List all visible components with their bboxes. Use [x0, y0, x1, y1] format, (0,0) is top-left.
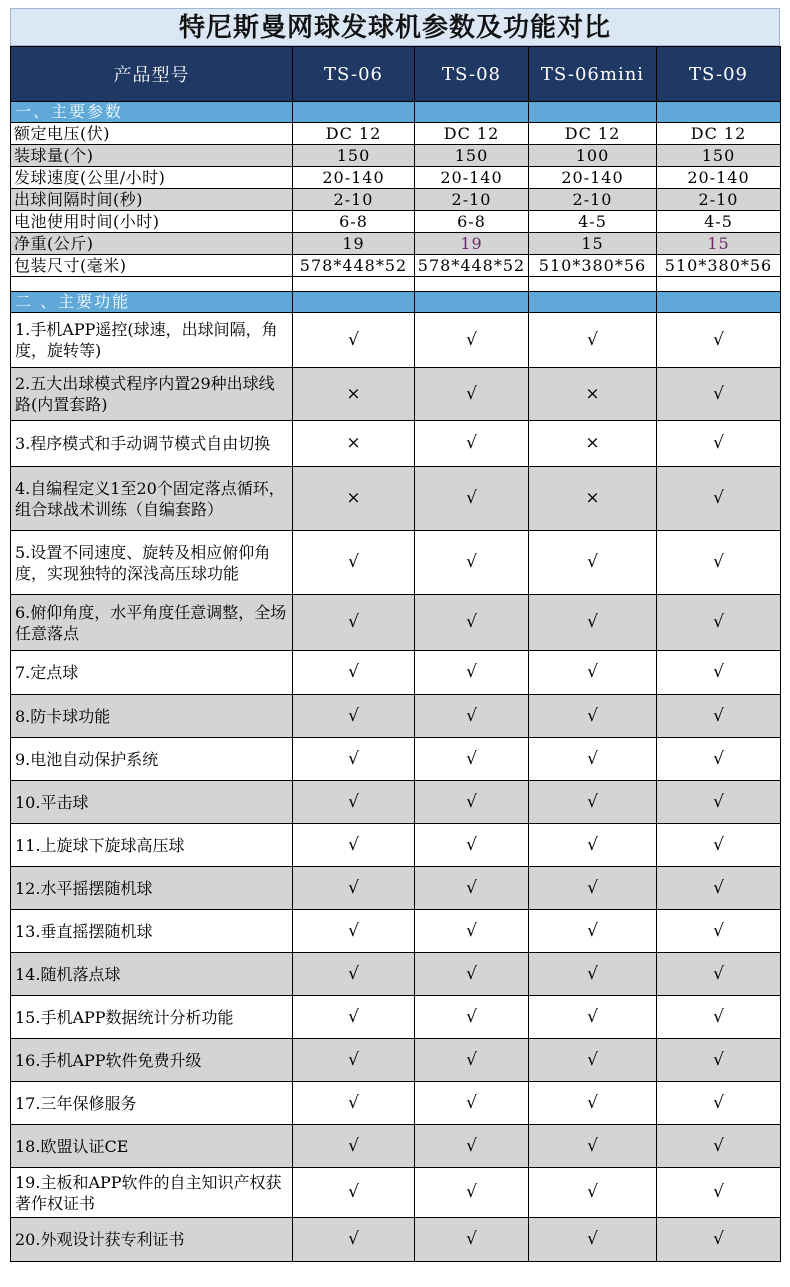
section-cell	[657, 292, 781, 313]
param-label: 装球量(个)	[11, 145, 293, 167]
section-cell	[293, 102, 415, 123]
function-row	[11, 1039, 781, 1082]
check-mark-icon: √	[529, 595, 657, 651]
param-value: 2-10	[415, 189, 529, 211]
function-label: 19.主板和APP软件的自主知识产权获著作权证书	[11, 1168, 293, 1218]
check-mark-icon: √	[657, 1082, 781, 1125]
section-cell	[415, 102, 529, 123]
cross-mark-icon: ×	[293, 421, 415, 467]
header-label: 产品型号	[11, 47, 293, 102]
cross-mark-icon: ×	[529, 368, 657, 421]
function-row	[11, 467, 781, 531]
check-mark-icon: √	[657, 421, 781, 467]
check-mark-icon: √	[657, 738, 781, 781]
check-mark-icon: √	[293, 595, 415, 651]
function-row	[11, 368, 781, 421]
check-mark-icon: √	[529, 781, 657, 824]
check-mark-icon: √	[529, 531, 657, 595]
param-value: 2-10	[657, 189, 781, 211]
param-value: 15	[657, 233, 781, 255]
model-ts-06: TS-06	[293, 47, 415, 102]
check-mark-icon: √	[415, 1039, 529, 1082]
function-row	[11, 1125, 781, 1168]
param-row	[11, 233, 781, 255]
check-mark-icon: √	[415, 781, 529, 824]
param-value: 20-140	[293, 167, 415, 189]
section-row-functions	[11, 292, 781, 313]
section-cell	[529, 292, 657, 313]
param-row	[11, 211, 781, 233]
function-row	[11, 781, 781, 824]
check-mark-icon: √	[293, 996, 415, 1039]
function-row	[11, 867, 781, 910]
param-value: DC 12	[657, 123, 781, 145]
check-mark-icon: √	[415, 738, 529, 781]
check-mark-icon: √	[415, 651, 529, 695]
check-mark-icon: √	[293, 953, 415, 996]
param-value: 510*380*56	[529, 255, 657, 277]
check-mark-icon: √	[415, 1082, 529, 1125]
spacer-cell	[529, 277, 657, 292]
check-mark-icon: √	[529, 651, 657, 695]
check-mark-icon: √	[529, 1168, 657, 1218]
function-label: 1.手机APP遥控(球速，出球间隔，角度，旋转等)	[11, 313, 293, 368]
spacer-cell	[415, 277, 529, 292]
check-mark-icon: √	[415, 996, 529, 1039]
param-value: 20-140	[529, 167, 657, 189]
function-label: 4.自编程定义1至20个固定落点循环，组合球战术训练（自编套路）	[11, 467, 293, 531]
check-mark-icon: √	[529, 313, 657, 368]
param-value: 150	[657, 145, 781, 167]
check-mark-icon: √	[657, 781, 781, 824]
check-mark-icon: √	[293, 1039, 415, 1082]
cross-mark-icon: ×	[293, 467, 415, 531]
function-label: 7.定点球	[11, 651, 293, 695]
spacer-cell	[657, 277, 781, 292]
function-label: 2.五大出球模式程序内置29种出球线路(内置套路)	[11, 368, 293, 421]
check-mark-icon: √	[657, 651, 781, 695]
param-row	[11, 123, 781, 145]
check-mark-icon: √	[657, 910, 781, 953]
check-mark-icon: √	[657, 953, 781, 996]
check-mark-icon: √	[293, 1082, 415, 1125]
param-value: DC 12	[529, 123, 657, 145]
param-row	[11, 145, 781, 167]
function-label: 16.手机APP软件免费升级	[11, 1039, 293, 1082]
check-mark-icon: √	[657, 695, 781, 738]
check-mark-icon: √	[415, 1168, 529, 1218]
check-mark-icon: √	[415, 824, 529, 867]
check-mark-icon: √	[293, 531, 415, 595]
section-cell	[293, 292, 415, 313]
param-value: 20-140	[415, 167, 529, 189]
param-label: 净重(公斤)	[11, 233, 293, 255]
check-mark-icon: √	[415, 531, 529, 595]
function-row	[11, 595, 781, 651]
section-cell	[657, 102, 781, 123]
check-mark-icon: √	[293, 738, 415, 781]
check-mark-icon: √	[415, 313, 529, 368]
param-value: 4-5	[657, 211, 781, 233]
spacer-cell	[293, 277, 415, 292]
param-value: 6-8	[415, 211, 529, 233]
check-mark-icon: √	[415, 695, 529, 738]
check-mark-icon: √	[293, 695, 415, 738]
check-mark-icon: √	[415, 910, 529, 953]
param-value: 578*448*52	[415, 255, 529, 277]
function-label: 10.平击球	[11, 781, 293, 824]
cross-mark-icon: ×	[529, 421, 657, 467]
function-label: 18.欧盟认证CE	[11, 1125, 293, 1168]
check-mark-icon: √	[657, 467, 781, 531]
function-label: 20.外观设计获专利证书	[11, 1218, 293, 1262]
model-ts-06mini: TS-06mini	[529, 47, 657, 102]
param-label: 电池使用时间(小时)	[11, 211, 293, 233]
check-mark-icon: √	[293, 1168, 415, 1218]
param-label: 发球速度(公里/小时)	[11, 167, 293, 189]
functions-body	[11, 313, 781, 1262]
param-value: 2-10	[529, 189, 657, 211]
param-row	[11, 167, 781, 189]
function-label: 15.手机APP数据统计分析功能	[11, 996, 293, 1039]
function-row	[11, 651, 781, 695]
param-label: 额定电压(伏)	[11, 123, 293, 145]
check-mark-icon: √	[529, 996, 657, 1039]
function-label: 11.上旋球下旋球高压球	[11, 824, 293, 867]
check-mark-icon: √	[657, 824, 781, 867]
check-mark-icon: √	[415, 467, 529, 531]
param-value: 2-10	[293, 189, 415, 211]
check-mark-icon: √	[529, 824, 657, 867]
function-label: 6.俯仰角度，水平角度任意调整，全场任意落点	[11, 595, 293, 651]
check-mark-icon: √	[529, 867, 657, 910]
function-row	[11, 996, 781, 1039]
function-label: 14.随机落点球	[11, 953, 293, 996]
param-value: 578*448*52	[293, 255, 415, 277]
param-value: 15	[529, 233, 657, 255]
check-mark-icon: √	[415, 421, 529, 467]
param-value: 4-5	[529, 211, 657, 233]
param-value: DC 12	[293, 123, 415, 145]
function-label: 9.电池自动保护系统	[11, 738, 293, 781]
check-mark-icon: √	[529, 738, 657, 781]
check-mark-icon: √	[529, 695, 657, 738]
section-title-functions: 二 、主要功能	[11, 292, 293, 313]
spacer-row	[11, 277, 781, 292]
check-mark-icon: √	[293, 1125, 415, 1168]
function-row	[11, 1082, 781, 1125]
check-mark-icon: √	[293, 651, 415, 695]
check-mark-icon: √	[293, 867, 415, 910]
check-mark-icon: √	[415, 953, 529, 996]
check-mark-icon: √	[529, 1125, 657, 1168]
header-row	[11, 47, 781, 102]
function-label: 13.垂直摇摆随机球	[11, 910, 293, 953]
function-row	[11, 695, 781, 738]
param-value: 510*380*56	[657, 255, 781, 277]
param-value: DC 12	[415, 123, 529, 145]
check-mark-icon: √	[415, 867, 529, 910]
section-cell	[529, 102, 657, 123]
check-mark-icon: √	[415, 1125, 529, 1168]
function-label: 5.设置不同速度、旋转及相应俯仰角度，实现独特的深浅高压球功能	[11, 531, 293, 595]
param-value: 100	[529, 145, 657, 167]
cross-mark-icon: ×	[529, 467, 657, 531]
check-mark-icon: √	[657, 1168, 781, 1218]
function-row	[11, 1218, 781, 1262]
check-mark-icon: √	[657, 595, 781, 651]
function-row	[11, 953, 781, 996]
function-label: 8.防卡球功能	[11, 695, 293, 738]
function-row	[11, 531, 781, 595]
param-value: 6-8	[293, 211, 415, 233]
param-value: 20-140	[657, 167, 781, 189]
check-mark-icon: √	[529, 1218, 657, 1262]
function-row	[11, 313, 781, 368]
check-mark-icon: √	[657, 313, 781, 368]
param-label: 包装尺寸(毫米)	[11, 255, 293, 277]
section-row-params	[11, 102, 781, 123]
param-value: 150	[293, 145, 415, 167]
comparison-table	[10, 46, 781, 1262]
check-mark-icon: √	[415, 595, 529, 651]
function-label: 17.三年保修服务	[11, 1082, 293, 1125]
check-mark-icon: √	[415, 368, 529, 421]
param-row	[11, 255, 781, 277]
check-mark-icon: √	[415, 1218, 529, 1262]
check-mark-icon: √	[293, 910, 415, 953]
function-label: 12.水平摇摆随机球	[11, 867, 293, 910]
function-row	[11, 1168, 781, 1218]
check-mark-icon: √	[657, 996, 781, 1039]
param-value: 19	[293, 233, 415, 255]
function-row	[11, 738, 781, 781]
model-ts-08: TS-08	[415, 47, 529, 102]
function-label: 3.程序模式和手动调节模式自由切换	[11, 421, 293, 467]
check-mark-icon: √	[529, 953, 657, 996]
check-mark-icon: √	[293, 313, 415, 368]
check-mark-icon: √	[657, 1125, 781, 1168]
param-row	[11, 189, 781, 211]
check-mark-icon: √	[657, 531, 781, 595]
check-mark-icon: √	[657, 1218, 781, 1262]
param-value: 150	[415, 145, 529, 167]
check-mark-icon: √	[657, 368, 781, 421]
function-row	[11, 421, 781, 467]
section-title-params: 一、主要参数	[11, 102, 293, 123]
spacer-cell	[11, 277, 293, 292]
check-mark-icon: √	[293, 824, 415, 867]
check-mark-icon: √	[293, 1218, 415, 1262]
check-mark-icon: √	[529, 1039, 657, 1082]
function-row	[11, 824, 781, 867]
check-mark-icon: √	[293, 781, 415, 824]
section-cell	[415, 292, 529, 313]
check-mark-icon: √	[529, 910, 657, 953]
check-mark-icon: √	[657, 1039, 781, 1082]
param-value: 19	[415, 233, 529, 255]
function-row	[11, 910, 781, 953]
check-mark-icon: √	[529, 1082, 657, 1125]
model-ts-09: TS-09	[657, 47, 781, 102]
page-title: 特尼斯曼网球发球机参数及功能对比	[10, 8, 780, 46]
check-mark-icon: √	[657, 867, 781, 910]
param-label: 出球间隔时间(秒)	[11, 189, 293, 211]
cross-mark-icon: ×	[293, 368, 415, 421]
